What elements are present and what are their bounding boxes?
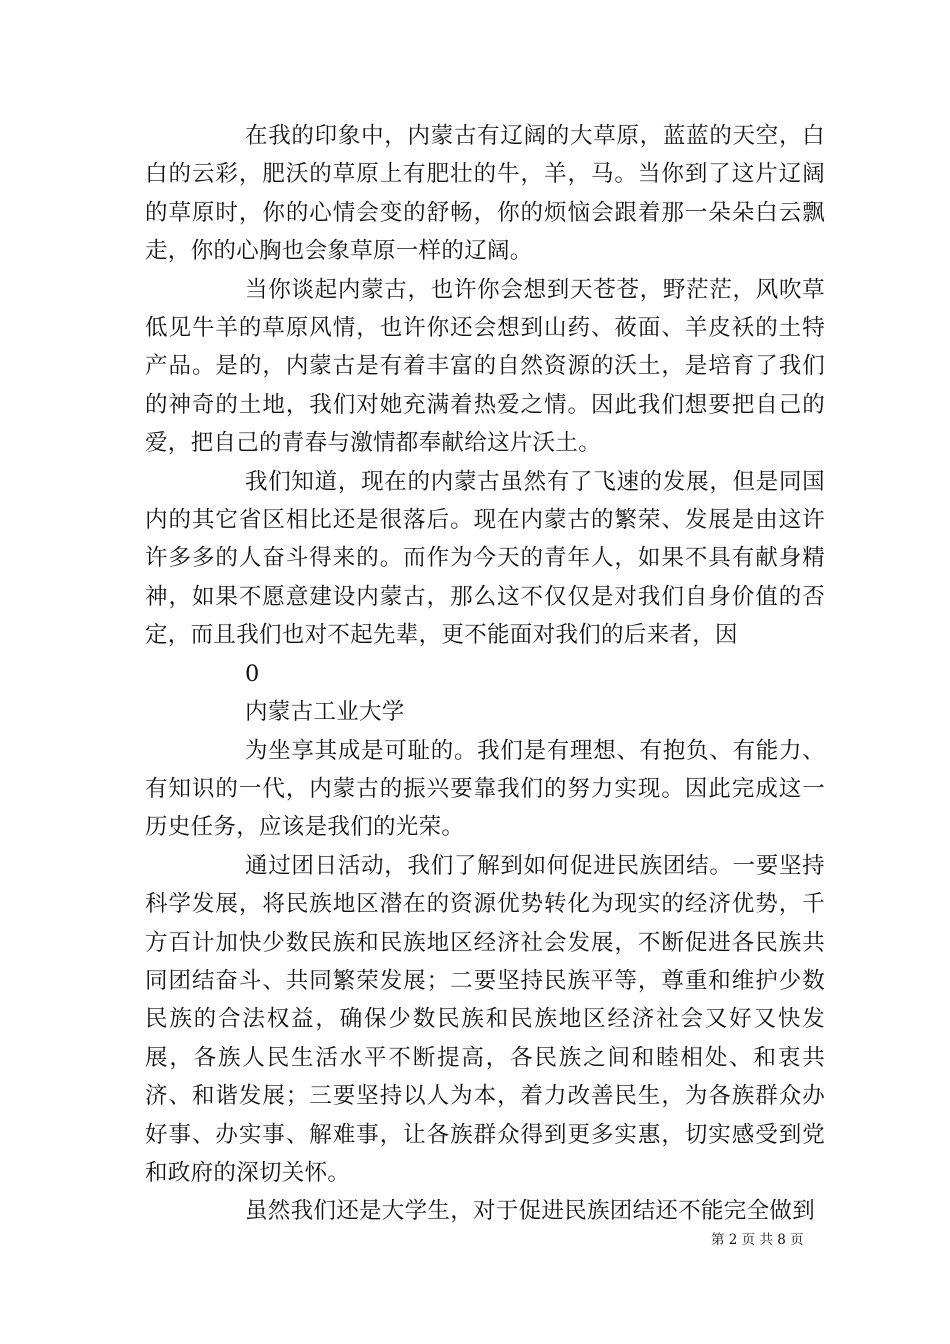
paragraph-1: 在我的印象中，内蒙古有辽阔的大草原，蓝蓝的天空，白白的云彩，肥沃的草原上有肥壮的牛，羊，马。当你到了这片辽阔的草原时，你的心情会变的舒畅，你的烦恼会跟着那一朵朵白云飘走，你的心胸也会象草原一样的辽阔。: [145, 123, 825, 265]
paragraph-3: 我们知道，现在的内蒙古虽然有了飞速的发展，但是同国内的其它省区相比还是很落后。现在内蒙古的繁荣、发展是由这许许多多的人奋斗得来的。而作为今天的青年人，如果不具有献身精神，如果不愿意建设内蒙古，那么这不仅仅是对我们自身价值的否定，而且我们也对不起先辈，更不能面对我们的后来者，因: [145, 468, 825, 649]
paragraph-5: 通过团日活动，我们了解到如何促进民族团结。一要坚持科学发展，将民族地区潜在的资源优势转化为现实的经济优势，千方百计加快少数民族和民族地区经济社会发展，不断促进各民族共同团结奋斗、共同繁荣发展；二要坚持民族平等，尊重和维护少数民族的合法权益，确保少数民族和民族地区经济社会又好又快发展，各族人民生活水平不断提高，各民族之间和睦相处、和衷共济、和谐发展；三要坚持以人为本，着力改善民生，为各族群众办好事、办实事、解难事，让各族群众得到更多实惠，切实感受到党和政府的深切关怀。: [145, 852, 825, 1186]
university-header: 内蒙古工业大学: [245, 699, 405, 726]
paragraph-6: 虽然我们还是大学生，对于促进民族团结还不能完全做到: [245, 1198, 816, 1225]
document-body: [145, 117, 825, 1231]
paragraph-2: 当你谈起内蒙古，也许你会想到天苍苍，野茫茫，风吹草低见牛羊的草原风情，也许你还会想到山药、莜面、羊皮袄的土特产品。是的，内蒙古是有着丰富的自然资源的沃土，是培育了我们的神奇的土地，我们对她充满着热爱之情。因此我们想要把自己的爱，把自己的青春与激情都奉献给这片沃土。: [145, 276, 825, 457]
page-footer: 第 2 页 共 8 页: [711, 1232, 804, 1248]
page-marker: 0: [245, 660, 260, 687]
paragraph-4: 为坐享其成是可耻的。我们是有理想、有抱负、有能力、有知识的一代，内蒙古的振兴要靠我们的努力实现。因此完成这一历史任务，应该是我们的光荣。: [145, 737, 825, 841]
